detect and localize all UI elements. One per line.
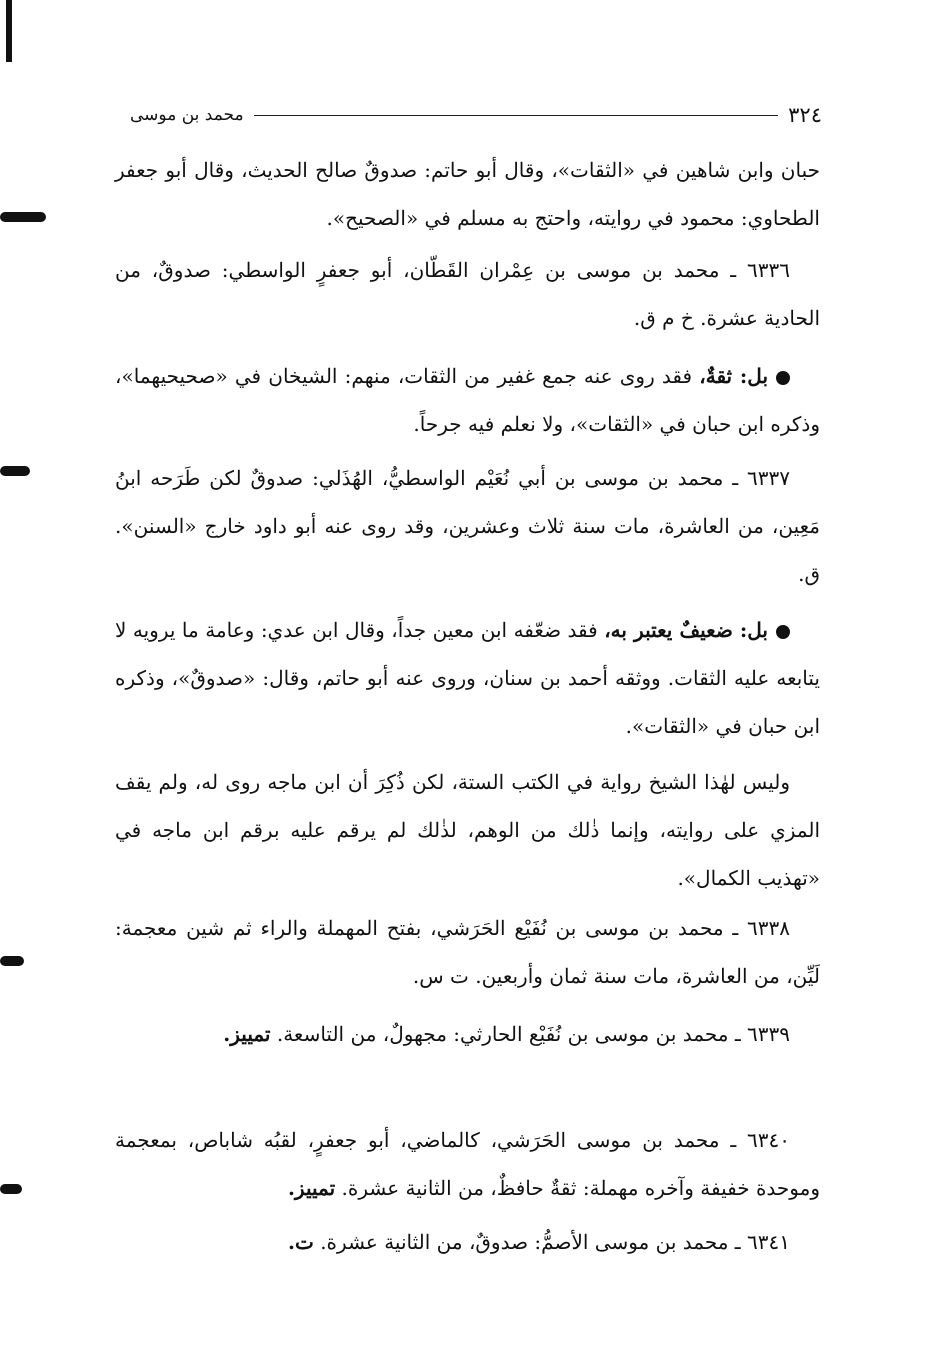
entry-text: ٦٣٣٨ ـ محمد بن موسى بن نُفَيْع الحَرَشي، بفتح المهملة والراء ثم شين معجمة: لَيِّن، من العاشرة، مات سنة ثمان وأربعين. ت س. — [115, 916, 820, 988]
scan-mark — [0, 1184, 22, 1194]
entry-text: ٦٣٤٠ ـ محمد بن موسى الحَرَشي، كالماضي، أبو جعفرٍ، لقبُه شاباص، بمعجمة وموحدة خفيفة وآخره مهملة: ثقةٌ حافظٌ، من الثانية عشرة. — [115, 1128, 820, 1200]
entry-6341 — [115, 1218, 820, 1266]
entry-tail: ت. — [288, 1230, 314, 1254]
entry-continuation — [115, 146, 820, 242]
entry-6338 — [115, 904, 820, 1000]
entry-text: ٦٣٣٩ ـ محمد بن موسى بن نُفَيْع الحارثي: مجهولٌ، من التاسعة. — [276, 1022, 790, 1046]
remark-paragraph — [115, 758, 820, 902]
scan-mark — [0, 466, 30, 476]
entry-6336 — [115, 246, 820, 342]
entry-text: حبان وابن شاهين في «الثقات»، وقال أبو حاتم: صدوقٌ صالح الحديث، وقال أبو جعفر الطحاوي: محمود في روايته، واحتج به مسلم في «الصحيح». — [115, 158, 820, 230]
note-6337 — [115, 606, 820, 750]
bullet-icon — [776, 625, 790, 639]
entry-tail: تمييز. — [223, 1022, 271, 1046]
entry-tail: تمييز. — [287, 1176, 336, 1200]
header-rule — [254, 115, 779, 116]
binding-edge-mark — [6, 0, 12, 62]
entry-6337 — [115, 454, 820, 598]
remark-text: وليس لهٰذا الشيخ رواية في الكتب الستة، لكن ذُكِرَ أن ابن ماجه روى له، ولم يقف المزي على روايته، وإنما ذٰلك من الوهم، لذٰلك لم يرقم عليه برقم ابن ماجه في «تهذيب الكمال». — [115, 770, 820, 890]
entry-6339 — [115, 1010, 820, 1058]
entry-text: ٦٣٤١ ـ محمد بن موسى الأصمُّ: صدوقٌ، من الثانية عشرة. — [320, 1230, 790, 1254]
note-lead: بل: ضعيفٌ يعتبر به، — [604, 618, 768, 642]
bullet-icon — [776, 371, 790, 385]
running-header — [130, 100, 822, 130]
note-lead: بل: ثقةٌ، — [699, 364, 769, 388]
note-text: فقد ضعّفه ابن معين جداً، وقال ابن عدي: وعامة ما يرويه لا يتابعه عليه الثقات. ووثقه أحمد بن سنان، وروى عنه أبو حاتم، وقال: «صدوقٌ»، وذكره ابن حبان في «الثقات». — [115, 618, 820, 738]
scan-mark — [0, 956, 24, 966]
note-6336 — [115, 352, 820, 448]
running-title: محمد بن موسى — [130, 105, 244, 125]
entry-6340 — [115, 1116, 820, 1212]
scan-mark — [0, 212, 46, 222]
entry-text: ٦٣٣٧ ـ محمد بن موسى بن أبي نُعَيْم الواسطيُّ، الهُذَلي: صدوقٌ لكن طَرَحه ابنُ مَعِين، من العاشرة، مات سنة ثلاث وعشرين، وقد روى عنه أبو داود خارج «السنن». ق. — [115, 466, 820, 586]
page-number: ٣٢٤ — [788, 103, 822, 127]
entry-text: ٦٣٣٦ ـ محمد بن موسى بن عِمْران القَطّان، أبو جعفرٍ الواسطي: صدوقٌ، من الحادية عشرة. خ م ق. — [115, 258, 820, 330]
note-text: فقد روى عنه جمع غفير من الثقات، منهم: الشيخان في «صحيحيهما»، وذكره ابن حبان في «الثقات»، ولا نعلم فيه جرحاً. — [115, 364, 820, 436]
